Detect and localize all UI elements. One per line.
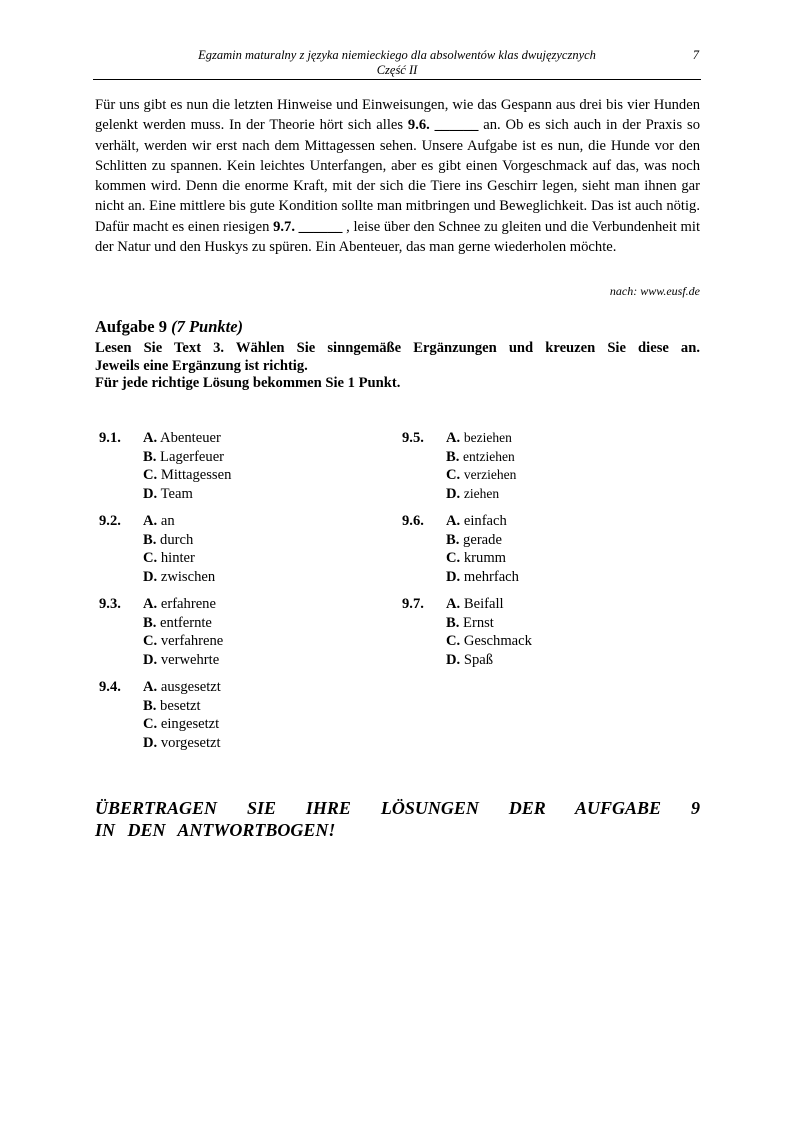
- option-letter: A.: [446, 596, 461, 612]
- option-text: mehrfach: [463, 568, 519, 585]
- transfer-note-line-1: ÜBERTRAGEN SIE IHRE LÖSUNGEN DER AUFGABE 9: [95, 798, 700, 818]
- option-letter: D.: [143, 651, 158, 668]
- option-letter: A.: [143, 596, 158, 612]
- option-text: Mittagessen: [160, 467, 232, 483]
- option-text: entfernte: [160, 614, 212, 631]
- option-c[interactable]: [143, 632, 223, 651]
- option-text: verfahrene: [160, 633, 224, 649]
- option-letter: D.: [446, 485, 461, 502]
- option-text: vorgesetzt: [160, 734, 221, 751]
- question-number: 9.2.: [99, 513, 121, 529]
- option-text: Ernst: [463, 614, 494, 631]
- question-number: 9.7.: [402, 596, 424, 612]
- option-text: Spaß: [463, 651, 494, 668]
- option-list: [446, 512, 519, 586]
- option-letter: A.: [143, 679, 158, 695]
- option-text: krumm: [463, 550, 507, 566]
- option-b[interactable]: [143, 614, 223, 633]
- option-letter: C.: [143, 633, 158, 649]
- reading-text: [95, 95, 700, 257]
- option-text: besetzt: [160, 697, 201, 714]
- option-a[interactable]: [143, 678, 221, 697]
- option-text: eingesetzt: [160, 716, 220, 732]
- option-letter: B.: [143, 614, 157, 631]
- source-citation: nach: www.eusf.de: [609, 284, 700, 298]
- task-points: (7 Punkte): [171, 317, 244, 336]
- option-c[interactable]: [446, 632, 532, 651]
- instruction-line-2: Jeweils eine Ergänzung ist richtig.: [95, 357, 308, 374]
- option-text: Abenteuer: [160, 430, 221, 446]
- option-letter: D.: [446, 568, 461, 585]
- option-text: an: [160, 513, 175, 529]
- option-b[interactable]: [446, 448, 516, 467]
- option-letter: C.: [143, 467, 158, 483]
- option-text: Team: [160, 485, 193, 502]
- option-c[interactable]: [143, 549, 215, 568]
- task-instructions: [95, 340, 700, 393]
- option-text: Geschmack: [463, 633, 532, 649]
- option-text: ziehen: [463, 485, 500, 501]
- text-part-2: an. Ob es sich auch in der Praxis so verhält, werden wir erst nach dem Mittagessen sehen. Unsere Aufgabe ist es nun, die Hunde vor den Schlitten zu spannen. Kein leichtes Unterfangen, aber es gibt einen Vorgeschmack auf das, was noch kommen wird. Denn die enorme Kraft, mit der sich die Tiere ins Geschirr legen, sieht man ihnen gar nicht an. Eine mittlere bis gute Kondition sollte man mitbringen und Beweglichkeit. Das ist auch nötig. Dafür macht es einen riesigen: [95, 117, 700, 235]
- option-letter: B.: [446, 531, 460, 548]
- option-letter: B.: [143, 531, 157, 548]
- option-b[interactable]: [143, 531, 215, 550]
- page-number: 7: [692, 48, 699, 62]
- option-b[interactable]: [446, 531, 519, 550]
- option-b[interactable]: [446, 614, 532, 633]
- option-letter: D.: [143, 568, 158, 585]
- option-list: [143, 678, 221, 752]
- option-a[interactable]: [446, 429, 516, 448]
- option-text: gerade: [463, 531, 502, 548]
- option-letter: B.: [143, 448, 157, 465]
- option-letter: D.: [143, 734, 158, 751]
- option-text: verwehrte: [160, 651, 220, 668]
- task-title: [95, 317, 243, 337]
- option-a[interactable]: [143, 595, 223, 614]
- text-part-3: , leise über den Schnee zu gleiten und die Verbundenheit mit der Natur und den Huskys zu spüren. Ein Abenteuer, das man gerne wiederholen möchte.: [95, 218, 700, 256]
- option-text: einfach: [463, 513, 507, 529]
- option-d[interactable]: [143, 651, 223, 670]
- option-d[interactable]: [143, 485, 231, 504]
- instruction-line-1: Lesen Sie Text 3. Wählen Sie sinngemäße Ergänzungen und kreuzen Sie diese an.: [95, 340, 700, 356]
- option-letter: A.: [143, 513, 158, 529]
- option-letter: B.: [446, 448, 460, 465]
- option-d[interactable]: [446, 651, 532, 670]
- option-d[interactable]: [143, 734, 221, 753]
- option-a[interactable]: [143, 512, 215, 531]
- option-a[interactable]: [446, 595, 532, 614]
- option-letter: C.: [446, 550, 461, 566]
- option-text: verziehen: [463, 467, 517, 482]
- option-letter: C.: [446, 467, 461, 483]
- gap-9-6: 9.6. ______: [407, 117, 479, 134]
- option-text: zwischen: [160, 568, 216, 585]
- option-d[interactable]: [446, 568, 519, 587]
- text-part-1: Für uns gibt es nun die letzten Hinweise und Einweisungen, wie das Gespann aus drei bis vier Hunden gelenkt werden muss. In der Theorie hört sich alles: [95, 97, 700, 134]
- option-text: erfahrene: [160, 596, 216, 612]
- transfer-answers-note: [95, 797, 700, 841]
- exam-title: Egzamin maturalny z języka niemieckiego dla absolwentów klas dwujęzycznych: [198, 48, 596, 62]
- option-c[interactable]: [143, 715, 221, 734]
- option-text: hinter: [160, 550, 195, 566]
- gap-9-7: 9.7. ______: [273, 218, 343, 235]
- option-c[interactable]: [143, 466, 231, 485]
- option-text: Lagerfeuer: [160, 448, 225, 465]
- option-text: beziehen: [463, 430, 512, 445]
- option-b[interactable]: [143, 448, 231, 467]
- option-letter: A.: [143, 430, 158, 446]
- page-header: [93, 47, 701, 80]
- option-letter: B.: [446, 614, 460, 631]
- option-list: [446, 595, 532, 669]
- instruction-line-3: Für jede richtige Lösung bekommen Sie 1 Punkt.: [95, 375, 401, 391]
- option-letter: C.: [446, 633, 461, 649]
- task-title-label: Aufgabe 9: [95, 317, 172, 336]
- option-text: ausgesetzt: [160, 679, 221, 695]
- option-a[interactable]: [143, 429, 231, 448]
- option-letter: D.: [143, 485, 158, 502]
- option-a[interactable]: [446, 512, 519, 531]
- question-number: 9.1.: [99, 430, 121, 446]
- option-b[interactable]: [143, 697, 221, 716]
- option-d[interactable]: [143, 568, 215, 587]
- option-text: entziehen: [463, 448, 515, 464]
- option-letter: D.: [446, 651, 461, 668]
- question-number: 9.6.: [402, 513, 424, 529]
- option-c[interactable]: [446, 549, 519, 568]
- option-d[interactable]: [446, 485, 516, 504]
- option-c[interactable]: [446, 466, 516, 485]
- option-list: [446, 429, 516, 503]
- reading-paragraph: [95, 95, 700, 257]
- question-number: 9.5.: [402, 430, 424, 446]
- option-letter: A.: [446, 513, 461, 529]
- option-text: Beifall: [463, 596, 504, 612]
- option-letter: B.: [143, 697, 157, 714]
- option-list: [143, 512, 215, 586]
- option-list: [143, 429, 231, 503]
- question-number: 9.3.: [99, 596, 121, 612]
- question-number: 9.4.: [99, 679, 121, 695]
- option-text: durch: [160, 531, 194, 548]
- option-letter: A.: [446, 430, 461, 446]
- option-letter: C.: [143, 550, 158, 566]
- option-letter: C.: [143, 716, 158, 732]
- option-list: [143, 595, 223, 669]
- exam-part: Część II: [376, 63, 418, 77]
- transfer-note-line-2: IN DEN ANTWORTBOGEN!: [95, 820, 336, 840]
